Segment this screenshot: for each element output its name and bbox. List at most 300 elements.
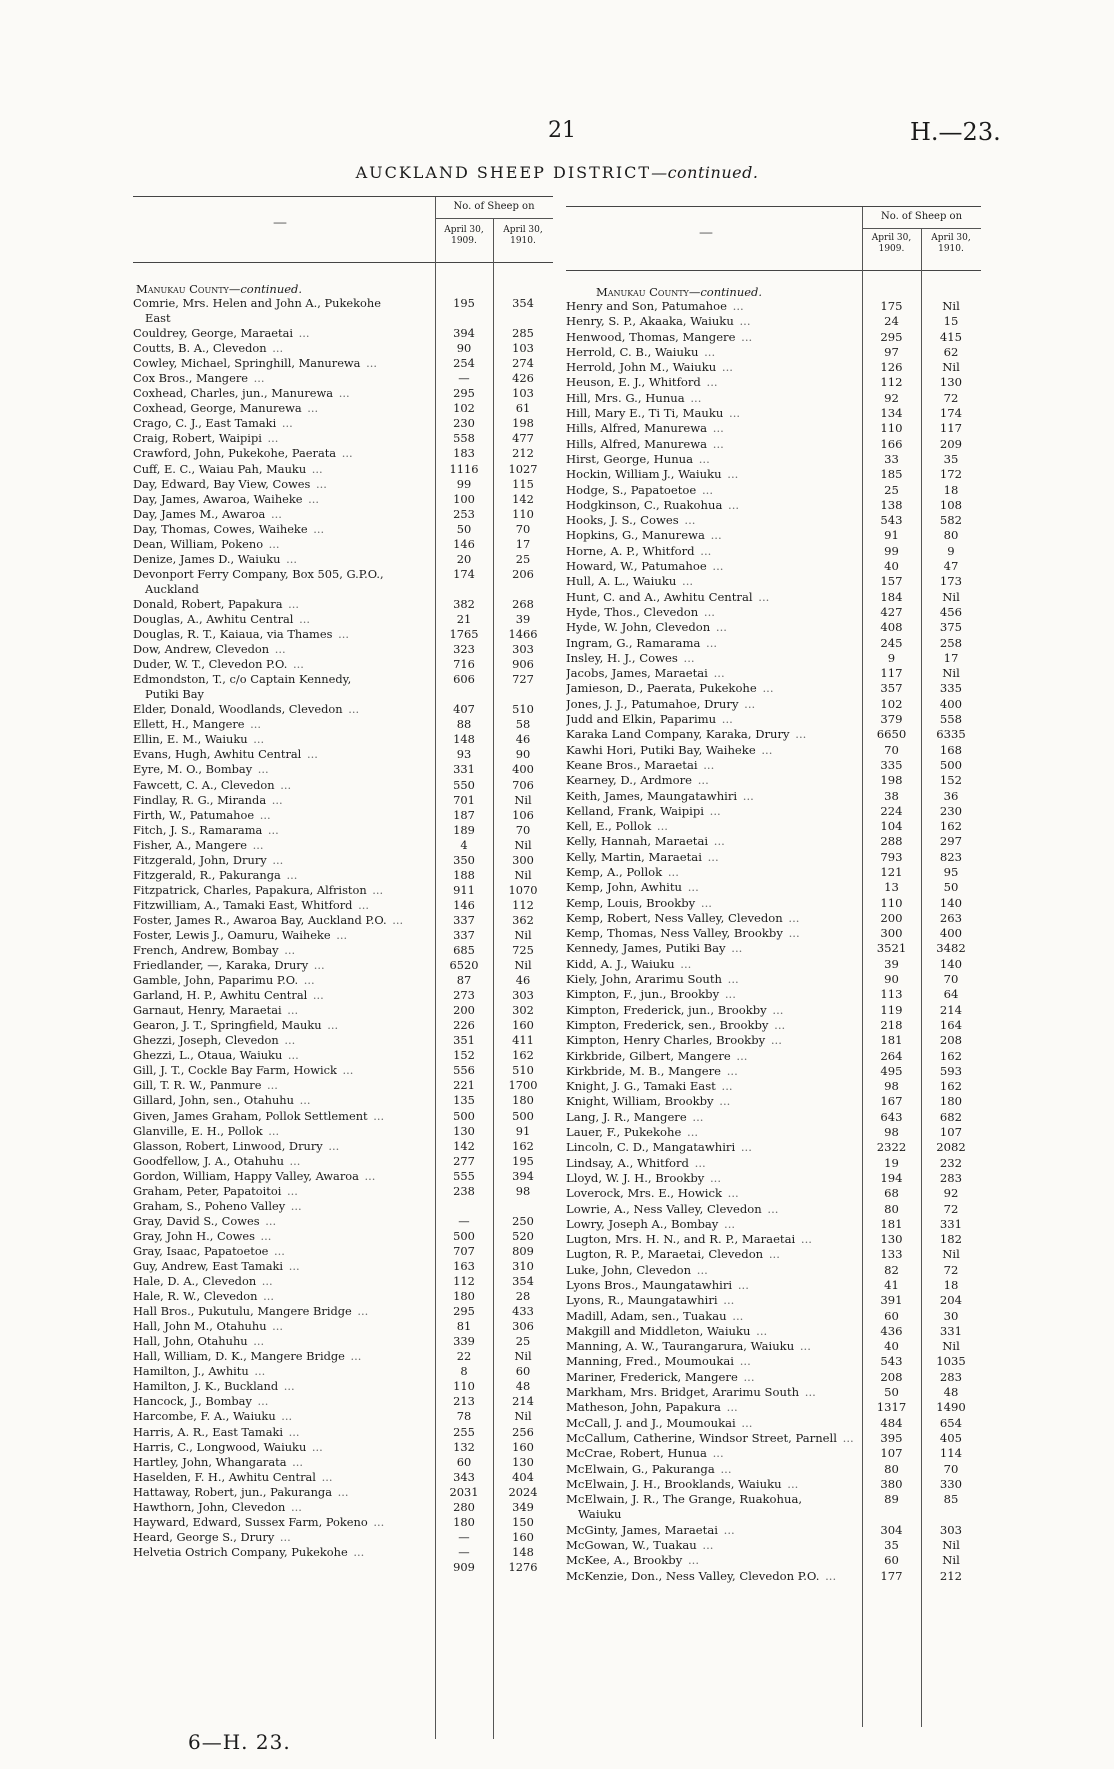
sheep-1910: 64 (943, 987, 959, 1002)
holder-name: Herrold, John M., Waiuku ... (566, 360, 733, 375)
table-row (133, 642, 553, 657)
sheep-1909: 107 (880, 1446, 903, 1461)
sheep-1909: 130 (453, 1123, 475, 1138)
sheep-1909: 185 (880, 467, 903, 482)
holder-name: Kimpton, Frederick, sen., Brookby ... (566, 1017, 786, 1032)
sheep-1910: 285 (512, 326, 534, 341)
holder-name: Hunt, C. and A., Awhitu Central ... (566, 589, 770, 604)
table-row (566, 1293, 981, 1308)
table-row (566, 880, 981, 895)
sheep-1910: 180 (939, 1094, 963, 1109)
sheep-1909: 380 (880, 1476, 903, 1491)
sheep-1909: 213 (453, 1394, 475, 1409)
table-row (133, 1394, 553, 1409)
table-row (133, 431, 553, 446)
table-row (133, 958, 553, 973)
sheep-1910: 62 (943, 344, 959, 359)
name-column-dash: — (699, 225, 713, 241)
sheep-1909: 183 (453, 446, 475, 461)
sheep-1909: 13 (884, 880, 899, 895)
sheep-1910: Nil (942, 1553, 960, 1568)
sheep-1910: 500 (512, 1108, 534, 1123)
sheep-1909: 21 (456, 611, 472, 626)
table-row (566, 498, 981, 513)
sheep-1909: 254 (453, 356, 475, 371)
page-title (0, 163, 1114, 182)
table-row (566, 697, 981, 712)
holder-name: Henry and Son, Patumahoe ... (566, 299, 744, 313)
sheep-1910: 354 (512, 296, 534, 310)
sheep-1909: 335 (880, 757, 903, 772)
table-row (566, 1018, 981, 1033)
holder-name: Fitzwilliam, A., Tamaki East, Whitford ... (133, 897, 369, 912)
holder-name: Kimpton, Frederick, jun., Brookby ... (566, 1002, 784, 1017)
sheep-1909: 200 (453, 1003, 475, 1018)
sheep-1910: 46 (515, 973, 531, 988)
sheep-1909: 117 (880, 666, 903, 681)
table-row (133, 1334, 553, 1349)
sheep-1910: 206 (512, 566, 534, 581)
sheep-1909: 188 (453, 867, 475, 882)
sheep-1910: 6335 (936, 727, 966, 742)
col-1910-heading: April 30, 1910. (503, 225, 543, 246)
holder-name: Goodfellow, J. A., Otahuhu ... (133, 1153, 301, 1168)
report-reference: H.—23. (910, 118, 1001, 146)
sheep-1909: 911 (453, 882, 475, 897)
holder-name: Kearney, D., Ardmore ... (566, 773, 709, 788)
holder-name: Fitzpatrick, Charles, Papakura, Alfriston ... (133, 882, 384, 897)
holder-name: Helvetia Ostrich Company, Pukekohe ... (133, 1544, 365, 1559)
holder-name: Hodge, S., Papatoetoe ... (566, 482, 714, 497)
sheep-1909: — (458, 1544, 470, 1559)
sheep-1909: 4 (460, 837, 468, 852)
table-row (566, 651, 981, 666)
sheep-1910: 415 (939, 329, 963, 344)
sheep-1909: 180 (453, 1289, 475, 1304)
table-row (566, 1385, 981, 1400)
holder-name: Devonport Ferry Company, Box 505, G.P.O., Auckland (133, 566, 384, 596)
sheep-1910: Nil (514, 837, 532, 852)
sheep-1910: 230 (939, 803, 963, 818)
holder-name: Harris, A. R., East Tamaki ... (133, 1424, 300, 1439)
holder-name: Dow, Andrew, Clevedon ... (133, 642, 286, 657)
table-row (566, 1171, 981, 1186)
sheep-1909: 148 (453, 732, 475, 747)
table-row (133, 973, 553, 988)
table-row (133, 883, 553, 898)
sheep-1909: 102 (880, 696, 903, 711)
sheep-1909: 98 (884, 1125, 899, 1140)
table-row (566, 330, 981, 345)
holder-name: Jamieson, D., Paerata, Pukekohe ... (566, 681, 774, 696)
holder-name: Heuson, E. J., Whitford ... (566, 375, 718, 390)
table-row (133, 356, 553, 371)
holder-name: Manning, A. W., Taurangarura, Waiuku ... (566, 1339, 811, 1354)
sheep-1909: 93 (456, 747, 472, 762)
table-row (566, 375, 981, 390)
holder-name: McKenzie, Don., Ness Valley, Clevedon P.O. ... (566, 1568, 837, 1583)
sheep-1910: 25 (515, 1334, 531, 1349)
sheep-1909: 357 (880, 681, 903, 696)
sheep-1910: Nil (942, 299, 960, 313)
holder-name: Judd and Elkin, Paparimu ... (566, 712, 733, 727)
table-row (566, 941, 981, 956)
holder-name: Lauer, F., Pukekohe ... (566, 1125, 699, 1140)
sheep-1909: 157 (880, 574, 903, 589)
title-text: AUCKLAND SHEEP DISTRICT (355, 163, 652, 182)
table-row (133, 838, 553, 853)
sheep-1909: 408 (880, 620, 903, 635)
sheep-1909: 132 (453, 1439, 475, 1454)
table-row (566, 804, 981, 819)
holder-name: Kemp, Louis, Brookby ... (566, 895, 712, 910)
sheep-1910: 354 (512, 1274, 534, 1289)
sheep-1909: 146 (453, 897, 475, 912)
holder-name: Crago, C. J., East Tamaki ... (133, 416, 293, 431)
holder-name: McElwain, J. H., Brooklands, Waiuku ... (566, 1476, 799, 1491)
holder-name: McCrae, Robert, Hunua ... (566, 1446, 724, 1461)
sheep-1910: 18 (943, 1278, 959, 1292)
table-row (566, 1202, 981, 1217)
sheep-1909: 110 (880, 895, 903, 910)
table-row (133, 477, 553, 492)
sheep-1909: 175 (880, 299, 903, 313)
holder-name: Hale, R. W., Clevedon ... (133, 1289, 274, 1304)
sheep-1910: 172 (939, 467, 963, 482)
sheep-1910: 2082 (936, 1140, 966, 1155)
table-row (133, 672, 553, 702)
table-row (133, 868, 553, 883)
table-row (133, 1018, 553, 1033)
sheep-1909: 133 (880, 1247, 903, 1262)
table-row (566, 1523, 981, 1538)
table-row (133, 537, 553, 552)
holder-name: Lang, J. R., Mangere ... (566, 1109, 704, 1124)
sheep-1909: 427 (880, 604, 903, 619)
sheep-1909: 555 (453, 1168, 475, 1183)
table-row (133, 1440, 553, 1455)
sheep-1909: 6520 (449, 958, 479, 973)
sheep-1910: 727 (512, 672, 534, 687)
table-row (133, 747, 553, 762)
table-row (133, 1455, 553, 1470)
page-number: 21 (548, 118, 576, 143)
holder-name: McCallum, Catherine, Windsor Street, Parnell ... (566, 1430, 854, 1445)
table-row (133, 988, 553, 1003)
sheep-1909: 395 (880, 1430, 903, 1445)
sheep-1909: 277 (453, 1153, 475, 1168)
holder-name: Hyde, Thos., Clevedon ... (566, 604, 715, 619)
table-row (566, 1094, 981, 1109)
sheep-1909: 40 (884, 1339, 899, 1354)
holder-name: Ellin, E. M., Waiuku ... (133, 732, 265, 747)
table-row (566, 1033, 981, 1048)
sheep-1910: 1070 (508, 882, 538, 897)
holder-name: Hyde, W. John, Clevedon ... (566, 620, 727, 635)
sheep-1910: 330 (939, 1476, 963, 1491)
right-table (566, 206, 981, 1584)
sheep-1910: 303 (939, 1522, 963, 1537)
table-row (566, 1110, 981, 1125)
sheep-1909: 701 (453, 792, 475, 807)
sheep-1909: 331 (453, 762, 475, 777)
sheep-1909: 113 (880, 987, 903, 1002)
holder-name: Cuff, E. C., Waiau Pah, Mauku ... (133, 461, 323, 476)
table-row (133, 597, 553, 612)
sheep-1910: 47 (943, 559, 959, 574)
sheep-1909: 295 (453, 386, 475, 401)
holder-name: Foster, James R., Awaroa Bay, Auckland P.O. ... (133, 912, 404, 927)
holder-name: Graham, Peter, Papatoitoi ... (133, 1183, 298, 1198)
sheep-1910: Nil (942, 1339, 960, 1354)
sheep-1909: 130 (880, 1232, 903, 1247)
holder-name: Hartley, John, Whangarata ... (133, 1454, 303, 1469)
sheep-1910: 150 (512, 1514, 534, 1529)
sheep-1909: 6650 (876, 727, 907, 742)
sheep-1910: 500 (939, 757, 963, 772)
table-row (566, 819, 981, 834)
holder-name: Hooks, J. S., Cowes ... (566, 513, 696, 528)
sheep-1910: 306 (512, 1319, 534, 1334)
holder-name: Hamilton, J. K., Buckland ... (133, 1379, 295, 1394)
table-row (566, 1553, 981, 1568)
sheep-1910: 204 (939, 1293, 963, 1308)
sheep-1910: 36 (943, 788, 959, 803)
holder-name: Coutts, B. A., Clevedon ... (133, 341, 284, 356)
holder-name: Gordon, William, Happy Valley, Awaroa ... (133, 1168, 376, 1183)
holder-name: Denize, James D., Waiuku ... (133, 551, 297, 566)
left-table (133, 196, 553, 1575)
sheep-1910: 9 (947, 543, 955, 558)
holder-name: Howard, W., Patumahoe ... (566, 559, 724, 574)
table-row (133, 657, 553, 672)
holder-name: Makgill and Middleton, Waiuku ... (566, 1323, 768, 1338)
holder-name: Gamble, John, Paparimu P.O. ... (133, 973, 315, 988)
holder-name: Craig, Robert, Waipipi ... (133, 431, 279, 446)
sheep-1909: 295 (880, 329, 903, 344)
sheep-1909: 110 (880, 421, 903, 436)
table-row (133, 1515, 553, 1530)
sheep-1909: 500 (453, 1228, 475, 1243)
sheep-1910: 162 (939, 1048, 963, 1063)
table-row (566, 559, 981, 574)
table-row (133, 1545, 553, 1560)
holder-name: Donald, Robert, Papakura ... (133, 596, 300, 611)
table-row (566, 972, 981, 987)
table-row (566, 834, 981, 849)
sheep-1910: 162 (512, 1048, 534, 1063)
sheep-1910: 174 (939, 406, 963, 421)
sheep-1910: 160 (512, 1018, 534, 1033)
sheep-1909: 350 (453, 852, 475, 867)
sheep-1910: 130 (939, 375, 963, 390)
sheep-1909: 20 (456, 551, 472, 566)
sheep-1910: 110 (512, 506, 534, 521)
table-row (133, 928, 553, 943)
sheep-1909: 495 (880, 1063, 903, 1078)
holder-name: Luke, John, Clevedon ... (566, 1262, 708, 1277)
sheep-1910: 25 (515, 551, 531, 566)
sheep-1909: 2322 (876, 1140, 907, 1155)
holder-name: Duder, W. T., Clevedon P.O. ... (133, 657, 304, 672)
sheep-1909: 35 (884, 1538, 899, 1553)
table-row (566, 865, 981, 880)
table-row (133, 1304, 553, 1319)
sheep-1909: 91 (884, 528, 899, 543)
table-row (566, 1140, 981, 1155)
sheep-1910: 72 (943, 1201, 959, 1216)
holder-name: McCall, J. and J., Moumoukai ... (566, 1415, 753, 1430)
holder-name: Markham, Mrs. Bridget, Ararimu South ... (566, 1385, 816, 1400)
table-row (133, 943, 553, 958)
holder-name: Keane Bros., Maraetai ... (566, 757, 715, 772)
sheep-1910: 140 (939, 895, 963, 910)
sheep-1910: 61 (515, 401, 531, 416)
table-row (133, 762, 553, 777)
sheep-1910: 411 (512, 1033, 534, 1048)
holder-name: Harcombe, F. A., Waiuku ... (133, 1409, 293, 1424)
holder-name: Gray, David S., Cowes ... (133, 1213, 277, 1228)
sheep-1909: 87 (456, 973, 472, 988)
sheep-1910: 46 (515, 732, 531, 747)
sheep-1910: 654 (939, 1415, 963, 1430)
holder-name: Lugton, Mrs. H. N., and R. P., Maraetai ... (566, 1232, 812, 1247)
holder-name: Lloyd, W. J. H., Brookby ... (566, 1170, 722, 1185)
table-row (566, 437, 981, 452)
table-row (133, 1530, 553, 1545)
sheep-1910: 17 (943, 650, 959, 665)
sheep-1910: 310 (512, 1259, 534, 1273)
sheep-1909: 38 (884, 788, 899, 803)
table-row (566, 1446, 981, 1461)
holder-name: French, Andrew, Bombay ... (133, 943, 296, 958)
holder-name: Gearon, J. T., Springfield, Mauku ... (133, 1018, 339, 1033)
sheep-1910: 18 (943, 482, 959, 497)
sheep-1910: Nil (942, 1538, 960, 1553)
sheep-1909: 92 (884, 390, 899, 405)
sheep-1909: 99 (884, 543, 899, 558)
sheep-1909: 394 (453, 326, 475, 341)
sheep-1909: 50 (456, 521, 472, 536)
table-row (133, 732, 553, 747)
sheep-1910: 593 (939, 1063, 963, 1078)
holder-name: Comrie, Mrs. Helen and John A., Pukekohe East (133, 296, 381, 326)
table-row (566, 789, 981, 804)
sheep-1910: 142 (512, 491, 534, 506)
table-row (133, 552, 553, 567)
county-heading: Manukau County—continued. (136, 282, 303, 296)
holder-name: Kemp, John, Awhitu ... (566, 880, 699, 895)
sheep-1909: 543 (880, 1354, 903, 1369)
holder-name: Manning, Fred., Moumoukai ... (566, 1354, 751, 1369)
sheep-1910: 232 (939, 1155, 963, 1170)
sheep-1910: 510 (512, 702, 534, 717)
holder-name: Elder, Donald, Woodlands, Clevedon ... (133, 702, 360, 717)
holder-name: Kimpton, Henry Charles, Brookby ... (566, 1033, 782, 1048)
sheep-1910: 331 (939, 1323, 963, 1338)
sheep-1909: 97 (884, 344, 899, 359)
sheep-1909: 163 (453, 1259, 475, 1273)
sheep-1910: Nil (942, 1247, 960, 1262)
sheep-1910: 208 (939, 1033, 963, 1048)
sheep-1910: 162 (939, 819, 963, 834)
holder-name: Hopkins, G., Manurewa ... (566, 528, 722, 543)
sheep-1909: 60 (456, 1454, 472, 1469)
table-row (133, 1199, 553, 1214)
sheep-1910: 17 (515, 536, 531, 551)
sheep-1909: 198 (880, 773, 903, 788)
holder-name: Kennedy, James, Putiki Bay ... (566, 941, 743, 956)
sheep-1909: 180 (453, 1514, 475, 1529)
table-row (133, 1214, 553, 1229)
sheep-1909: 793 (880, 849, 903, 864)
sheep-1909: 181 (880, 1216, 903, 1231)
sheep-1910: Nil (514, 792, 532, 807)
table-row (133, 808, 553, 823)
table-row (566, 574, 981, 589)
sheep-1909: 543 (880, 513, 903, 528)
sheep-1909: 181 (880, 1033, 903, 1048)
sheep-1910: 375 (939, 620, 963, 635)
sheep-1909: 288 (880, 834, 903, 849)
table-row (133, 326, 553, 341)
sheep-1909: 224 (880, 803, 903, 818)
sheep-1909: 255 (453, 1424, 475, 1439)
holder-name: Hodgkinson, C., Ruakohua ... (566, 497, 740, 512)
sheep-1910: 456 (939, 604, 963, 619)
sheep-1909: 226 (453, 1018, 475, 1033)
table-row (566, 712, 981, 727)
sheep-1909: 8 (460, 1364, 468, 1379)
holder-name: Fisher, A., Mangere ... (133, 837, 264, 852)
holder-name: Hancock, J., Bombay ... (133, 1394, 269, 1409)
sheep-1909: 558 (453, 431, 475, 446)
table-row (133, 1560, 553, 1575)
table-row (566, 681, 981, 696)
sheep-1910: 30 (943, 1308, 959, 1323)
sheep-1909: 195 (453, 296, 475, 310)
holder-name: Hall, John M., Otahuhu ... (133, 1319, 284, 1334)
sheep-1909: 126 (880, 360, 903, 375)
table-row (133, 1364, 553, 1379)
sheep-1910: 335 (939, 681, 963, 696)
table-row (566, 1049, 981, 1064)
sheep-1910: 115 (512, 476, 534, 491)
holder-name: Jones, J. J., Patumahoe, Drury ... (566, 696, 756, 711)
holder-name: Kell, E., Pollok ... (566, 819, 668, 834)
table-row (566, 1125, 981, 1140)
holder-name: Douglas, A., Awhitu Central ... (133, 611, 310, 626)
sheep-1909: 218 (880, 1017, 903, 1032)
sheep-1910: Nil (942, 666, 960, 681)
sheep-1909: 33 (884, 451, 899, 466)
sheep-1910: 152 (939, 773, 963, 788)
sheep-1910: 433 (512, 1304, 534, 1319)
sheep-1909: 716 (453, 657, 475, 672)
sheep-1909: 208 (880, 1369, 903, 1384)
sheep-1909: 119 (880, 1002, 903, 1017)
table-row (133, 341, 553, 356)
holder-name: Ingram, G., Ramarama ... (566, 635, 718, 650)
sheep-1910: 15 (943, 314, 959, 329)
sheep-1909: 1317 (876, 1400, 907, 1415)
holder-name: Kimpton, F., jun., Brookby ... (566, 987, 736, 1002)
sheep-1910: 214 (939, 1002, 963, 1017)
sheep-1910: 130 (512, 1454, 534, 1469)
sheep-1910: 72 (943, 390, 959, 405)
table-row (133, 1124, 553, 1139)
holder-name: Gill, T. R. W., Panmure ... (133, 1078, 278, 1093)
